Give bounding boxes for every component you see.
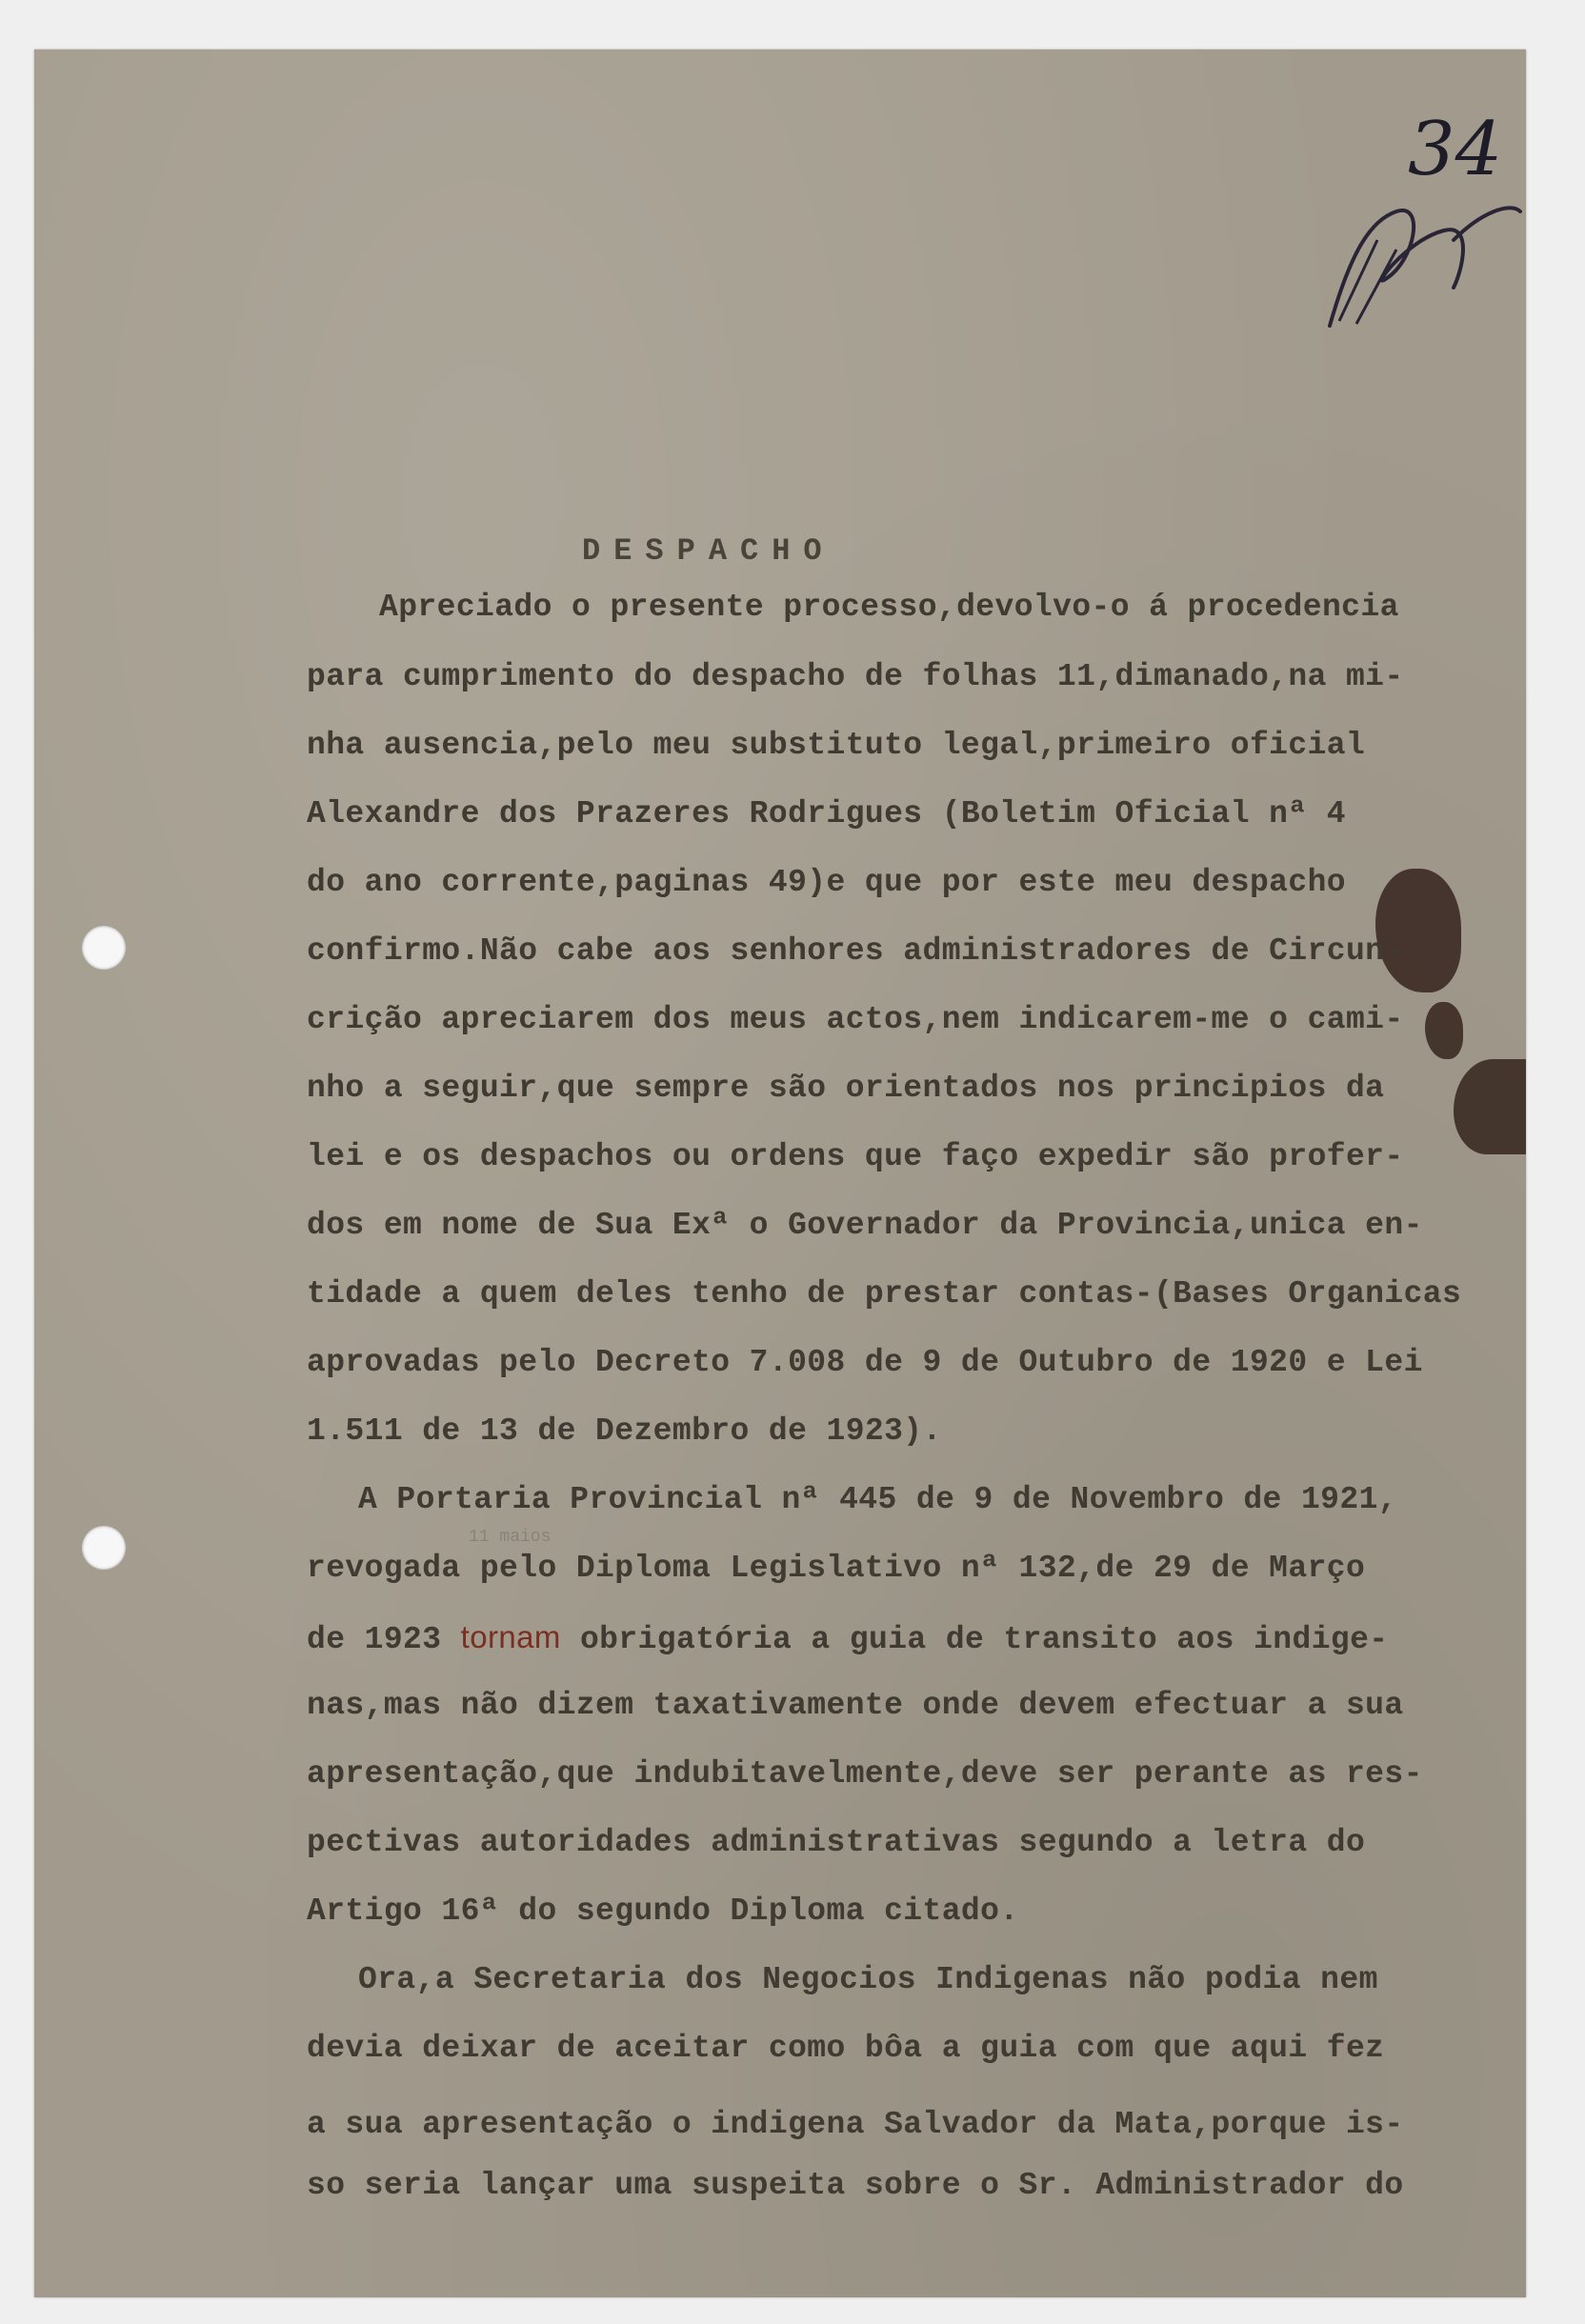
ink-stain-edge — [1454, 1059, 1526, 1154]
text-line: lei e os despachos ou ordens que faço expedir são profer- — [307, 1139, 1404, 1174]
punch-hole-bottom — [82, 1526, 126, 1570]
text-line: revogada pelo Diploma Legislativo nª 132,de 29 de Março — [307, 1551, 1366, 1586]
text-line: A Portaria Provincial nª 445 de 9 de Novembro de 1921, — [358, 1482, 1397, 1517]
text-line: a sua apresentação o indigena Salvador da Mata,porque is- — [307, 2107, 1404, 2142]
text-line: apresentação,que indubitavelmente,deve ser perante as res- — [307, 1756, 1423, 1792]
text-line: nas,mas não dizem taxativamente onde devem efectuar a sua — [307, 1688, 1404, 1723]
handwritten-annotation: 11 maios — [469, 1528, 552, 1547]
text-line-with-insertion — [307, 1619, 1389, 1657]
text-line: dos em nome de Sua Exª o Governador da Provincia,unica en- — [307, 1208, 1423, 1243]
text-line: aprovadas pelo Decreto 7.008 de 9 de Outubro de 1920 e Lei — [307, 1345, 1423, 1380]
text-line: confirmo.Não cabe aos senhores administradores de Circun- — [307, 933, 1404, 969]
text-line: pectivas autoridades administrativas segundo a letra do — [307, 1825, 1366, 1860]
inserted-word: tornam — [460, 1619, 561, 1654]
text-line: so seria lançar uma suspeita sobre o Sr. Administrador do — [307, 2168, 1404, 2203]
text-line: nho a seguir,que sempre são orientados nos principios da — [307, 1071, 1385, 1106]
text-line: do ano corrente,paginas 49)e que por este meu despacho — [307, 865, 1346, 900]
text-line: Artigo 16ª do segundo Diploma citado. — [307, 1893, 1019, 1929]
text-line: Apreciado o presente processo,devolvo-o á procedencia — [379, 590, 1399, 625]
line-rest: obrigatória a guia de transito aos indige- — [560, 1622, 1389, 1657]
text-line: crição apreciarem dos meus actos,nem indicarem-me o cami- — [307, 1002, 1404, 1037]
handwritten-signature — [1311, 183, 1530, 335]
text-line: tidade a quem deles tenho de prestar contas-(Bases Organicas — [307, 1276, 1462, 1312]
page-number: 34 — [1408, 107, 1503, 192]
text-line: devia deixar de aceitar como bôa a guia com que aqui fez — [307, 2031, 1385, 2066]
text-line: Ora,a Secretaria dos Negocios Indigenas não podia nem — [358, 1962, 1378, 1997]
document-page — [34, 50, 1526, 2297]
punch-hole-top — [82, 926, 126, 970]
text-line: para cumprimento do despacho de folhas 11,dimanado,na mi- — [307, 659, 1404, 694]
document-title: DESPACHO — [582, 533, 835, 569]
ink-stain — [1425, 1002, 1463, 1059]
line-start: de 1923 — [307, 1622, 442, 1657]
text-line: nha ausencia,pelo meu substituto legal,primeiro oficial — [307, 728, 1366, 763]
ink-stain — [1375, 869, 1461, 992]
text-line: 1.511 de 13 de Dezembro de 1923). — [307, 1413, 942, 1449]
text-line: Alexandre dos Prazeres Rodrigues (Boletim Oficial nª 4 — [307, 796, 1346, 831]
